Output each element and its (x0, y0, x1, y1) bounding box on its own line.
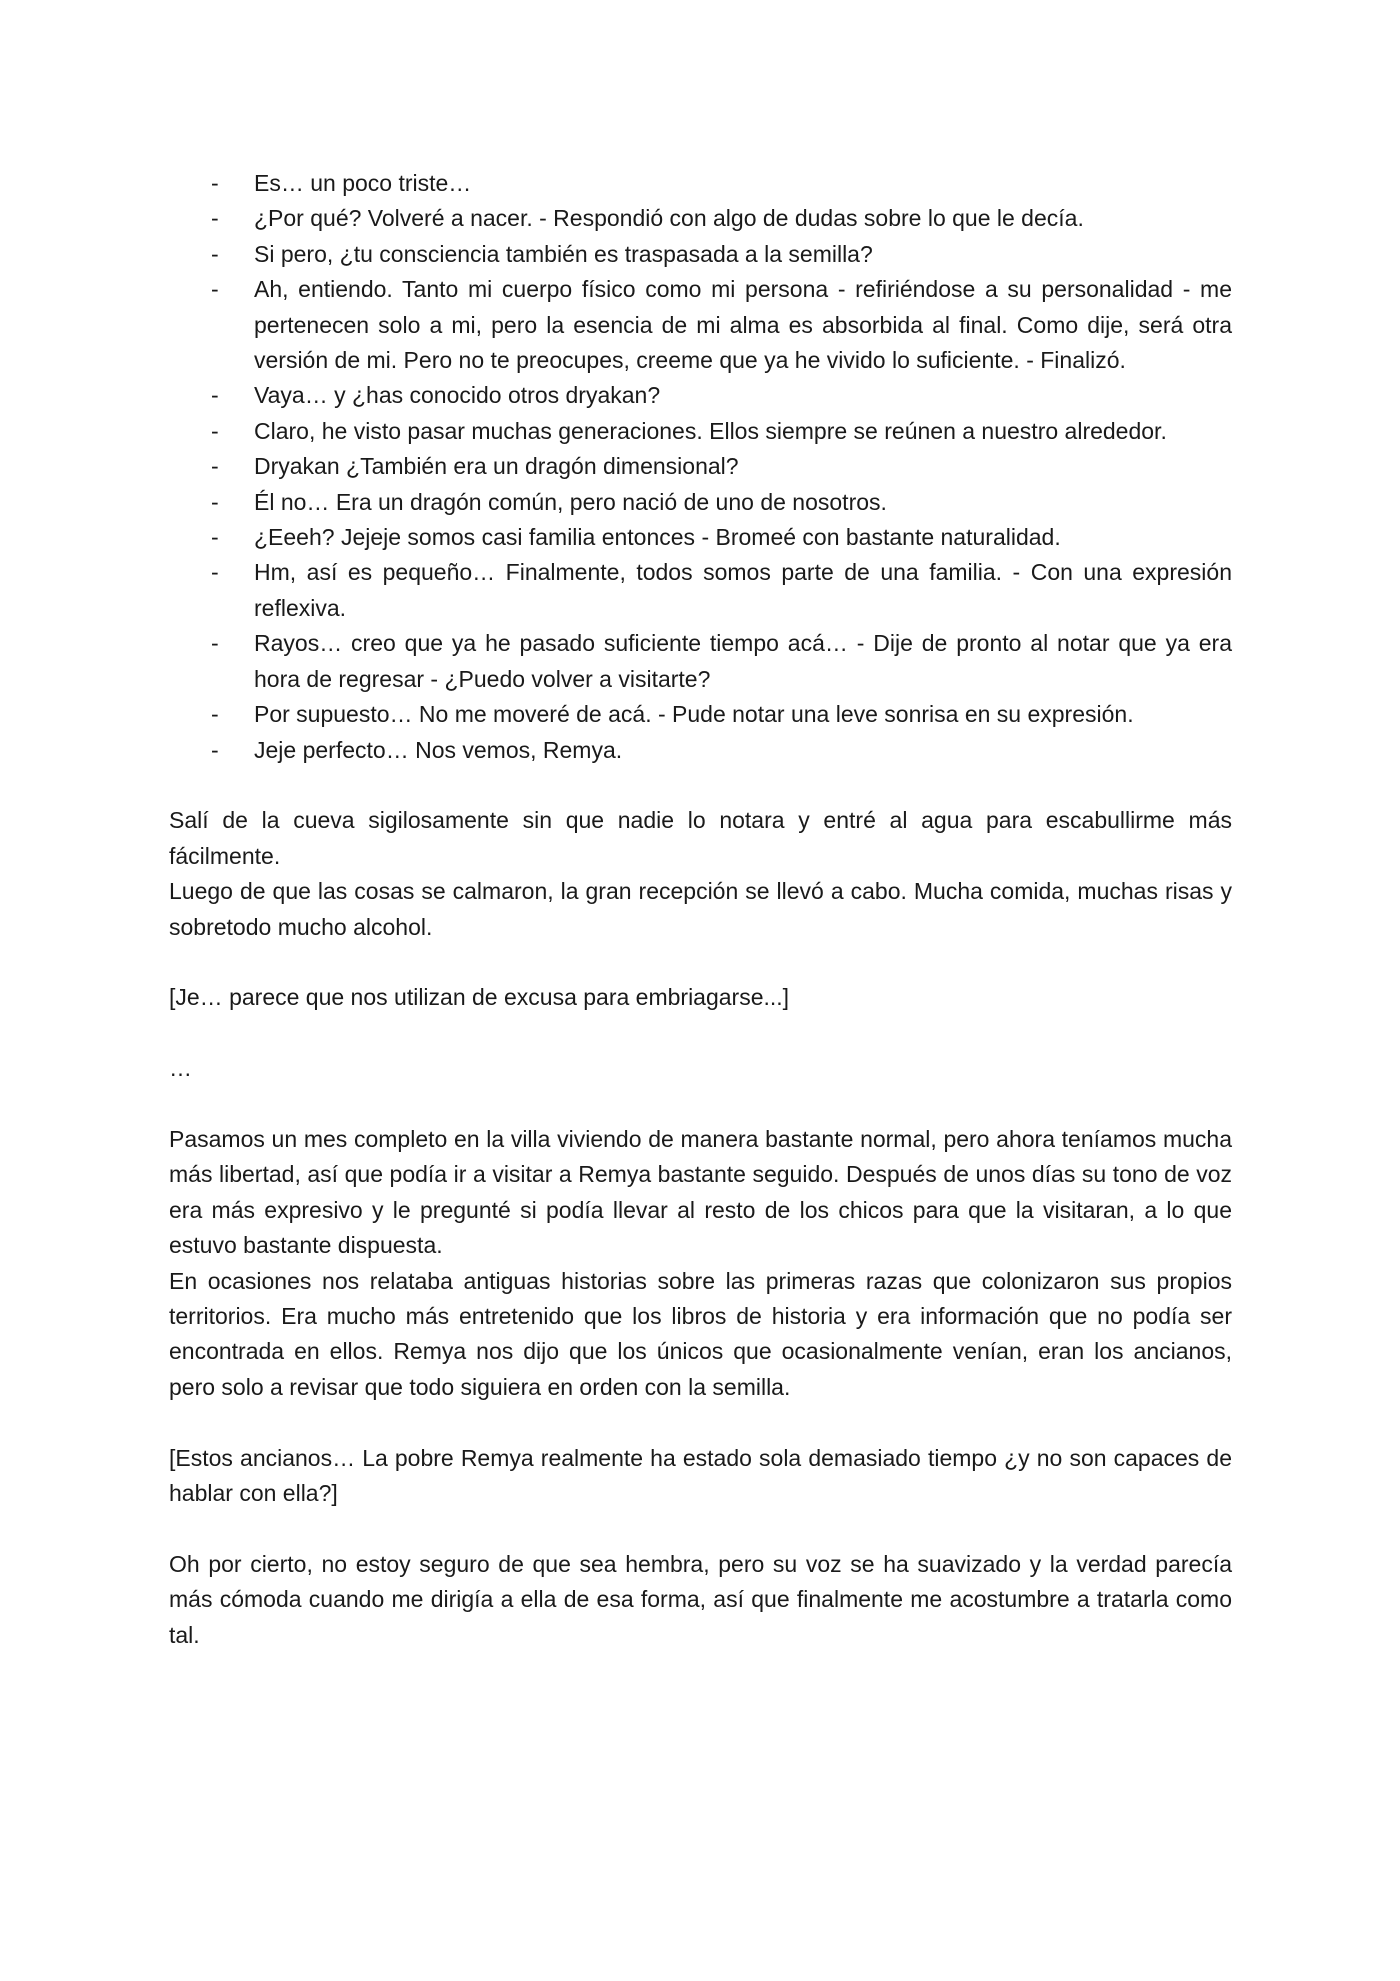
dialogue-text: ¿Por qué? Volveré a nacer. - Respondió con algo de dudas sobre lo que le decía. (254, 205, 1084, 232)
dialogue-line (169, 697, 1232, 732)
blank-line (169, 1405, 1232, 1440)
dialogue-text: Él no… Era un dragón común, pero nació de uno de nosotros. (254, 488, 887, 515)
dialogue-text: ¿Eeeh? Jejeje somos casi familia entonces - Bromeé con bastante naturalidad. (254, 524, 1061, 551)
blank-line (169, 1511, 1232, 1546)
dialogue-dash: - (211, 630, 219, 657)
dialogue-text: Hm, así es pequeño… Finalmente, todos somos parte de una familia. - Con una expresión reflexiva. (254, 559, 1232, 621)
dialogue-line (169, 237, 1232, 272)
dialogue-text: Por supuesto… No me moveré de acá. - Pude notar una leve sonrisa en su expresión. (254, 701, 1134, 728)
blank-line (169, 945, 1232, 980)
dialogue-line (169, 272, 1232, 378)
scene-break: … (169, 1055, 192, 1082)
dialogue-text: Dryakan ¿También era un dragón dimensional? (254, 453, 739, 480)
dialogue-line (169, 555, 1232, 626)
dialogue-line (169, 378, 1232, 413)
dialogue-text: Es… un poco triste… (254, 170, 472, 196)
dialogue-dash: - (211, 524, 219, 551)
dialogue-text: Vaya… y ¿has conocido otros dryakan? (254, 382, 661, 409)
dialogue-line (169, 414, 1232, 449)
dialogue-line (169, 201, 1232, 236)
dialogue-text: Jeje perfecto… Nos vemos, Remya. (254, 736, 623, 763)
thought-paragraph: [Estos ancianos… La pobre Remya realmente ha estado sola demasiado tiempo ¿y no son capaces de hablar con ella?] (169, 1444, 1232, 1506)
dialogue-line (169, 733, 1232, 768)
dialogue-line (169, 485, 1232, 520)
blank-line (169, 1087, 1232, 1122)
narrative-paragraph: Oh por cierto, no estoy seguro de que sea hembra, pero su voz se ha suavizado y la verdad parecía más cómoda cuando me dirigía a ella de esa forma, así que finalmente me acostumbre a tratarla como tal. (169, 1550, 1232, 1648)
narrative-paragraph: En ocasiones nos relataba antiguas historias sobre las primeras razas que colonizaron sus propios territorios. Era mucho más entretenido que los libros de historia y era información que no podía ser encontrada en ellos. Remya nos dijo que los únicos que ocasionalmente venían, eran los ancianos, pero solo a revisar que todo siguiera en orden con la semilla. (169, 1267, 1232, 1400)
dialogue-line (169, 520, 1232, 555)
dialogue-list (169, 166, 1232, 768)
dialogue-line (169, 626, 1232, 697)
dialogue-dash: - (211, 205, 219, 232)
dialogue-text: Claro, he visto pasar muchas generaciones. Ellos siempre se reúnen a nuestro alrededor. (254, 417, 1167, 444)
dialogue-dash: - (211, 170, 219, 196)
dialogue-line (169, 449, 1232, 484)
dialogue-text: Rayos… creo que ya he pasado suficiente tiempo acá… - Dije de pronto al notar que ya era hora de regresar - ¿Puedo volver a visitarte? (254, 630, 1232, 692)
dialogue-dash: - (211, 488, 219, 515)
narrative-paragraph: Luego de que las cosas se calmaron, la gran recepción se llevó a cabo. Mucha comida, muchas risas y sobretodo mucho alcohol. (169, 878, 1232, 940)
dialogue-text: Ah, entiendo. Tanto mi cuerpo físico como mi persona - refiriéndose a su personalidad - me pertenecen solo a mi, pero la esencia de mi alma es absorbida al final. Como dije, será otra versión de mi. Pero no te preocupes, creeme que ya he vivido lo suficiente. - Finalizó. (254, 276, 1232, 374)
dialogue-dash: - (211, 701, 219, 728)
dialogue-text: Si pero, ¿tu consciencia también es traspasada a la semilla? (254, 240, 873, 267)
dialogue-dash: - (211, 559, 219, 586)
thought-paragraph: [Je… parece que nos utilizan de excusa para embriagarse...] (169, 984, 790, 1011)
dialogue-dash: - (211, 453, 219, 480)
dialogue-dash: - (211, 382, 219, 409)
blank-line (169, 768, 1232, 803)
dialogue-dash: - (211, 276, 219, 303)
document-body (169, 166, 1232, 1653)
dialogue-line (169, 166, 1232, 201)
blank-line (169, 1016, 1232, 1051)
narrative-paragraph: Pasamos un mes completo en la villa viviendo de manera bastante normal, pero ahora teníamos mucha más libertad, así que podía ir a visitar a Remya bastante seguido. Después de unos días su tono de voz era más expresivo y le pregunté si podía llevar al resto de los chicos para que la visitaran, a lo que estuvo bastante dispuesta. (169, 1125, 1232, 1259)
dialogue-dash: - (211, 417, 219, 444)
dialogue-dash: - (211, 736, 219, 763)
dialogue-dash: - (211, 240, 219, 267)
narrative-paragraph: Salí de la cueva sigilosamente sin que nadie lo notara y entré al agua para escabullirme más fácilmente. (169, 807, 1232, 869)
